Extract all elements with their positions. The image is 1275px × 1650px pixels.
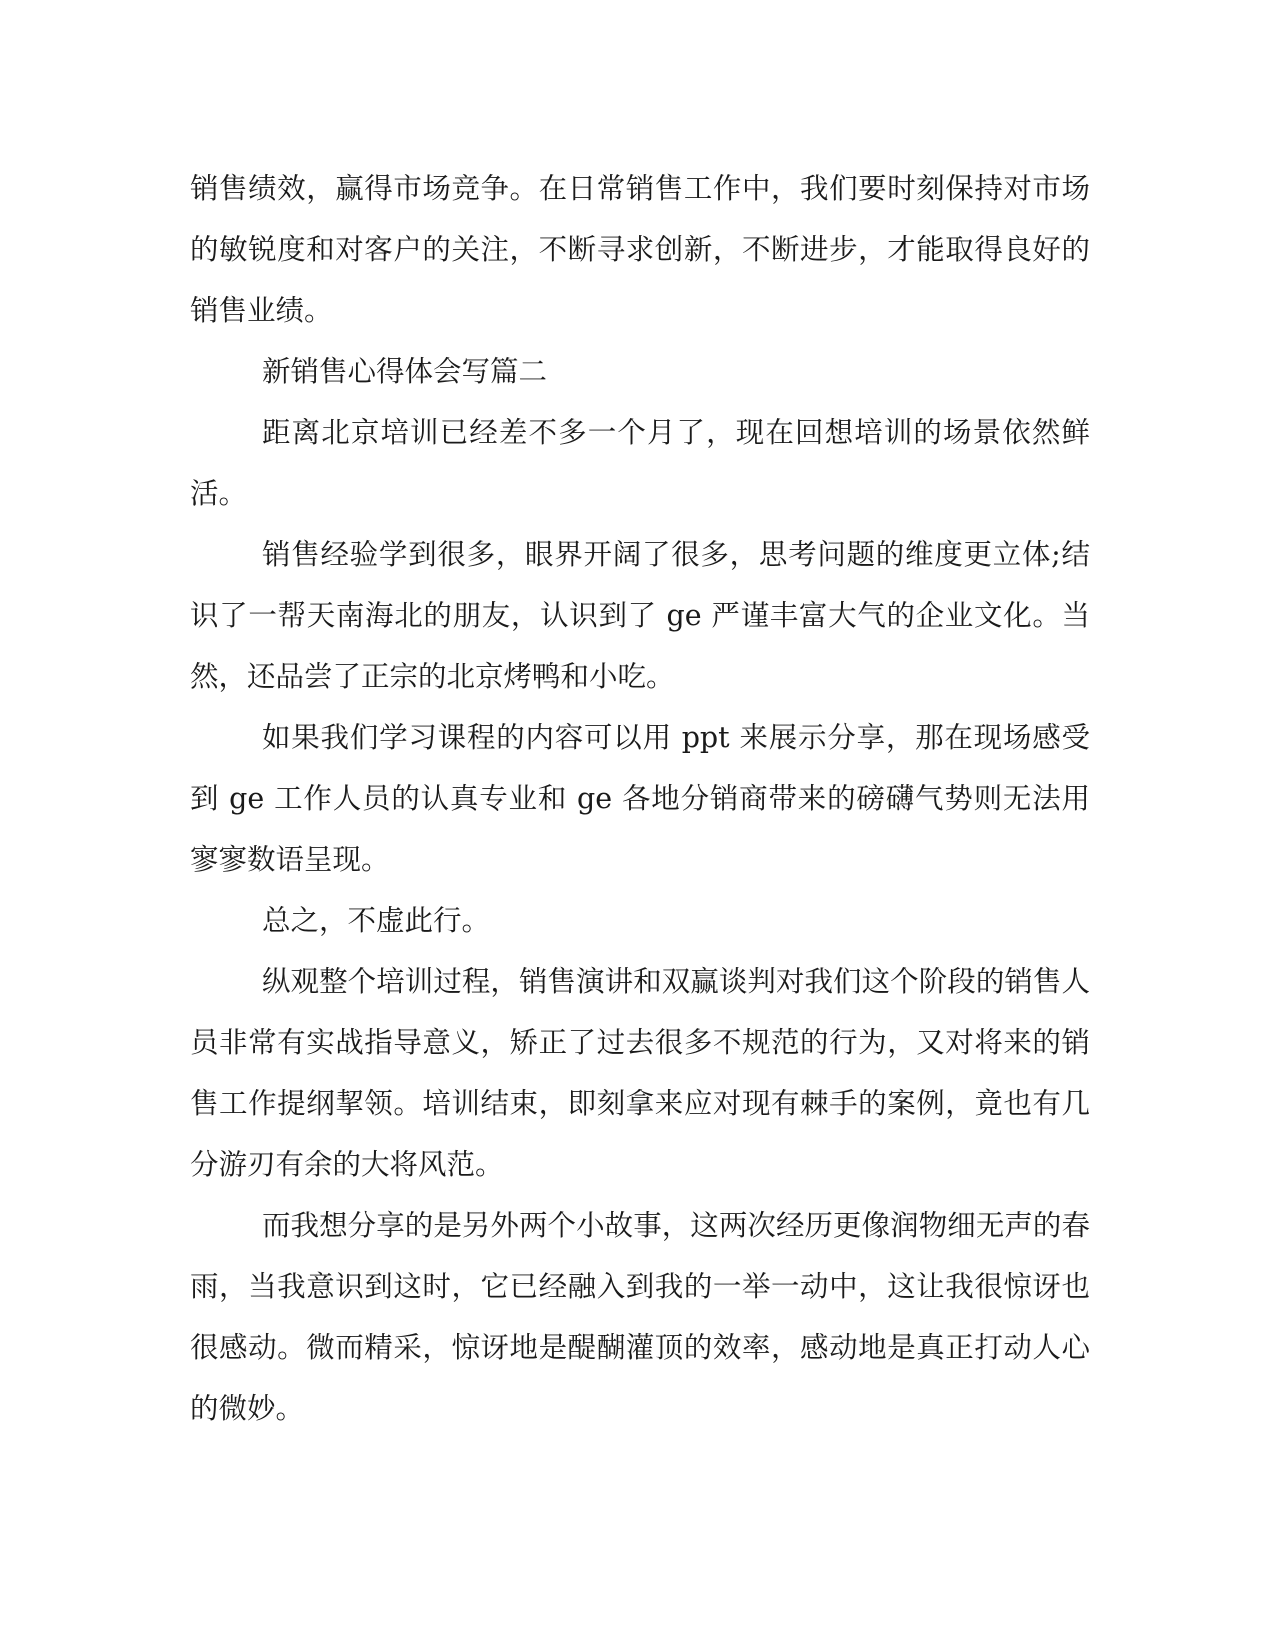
- paragraph-continuation: 销售绩效，赢得市场竞争。在日常销售工作中，我们要时刻保持对市场的敏锐度和对客户的关注，不断寻求创新，不断进步，才能取得良好的销售业绩。: [190, 172, 1090, 327]
- paragraph: 距离北京培训已经差不多一个月了，现在回想培训的场景依然鲜活。: [190, 416, 1090, 510]
- paragraph: 如果我们学习课程的内容可以用 ppt 来展示分享，那在现场感受到 ge 工作人员的认真专业和 ge 各地分销商带来的磅礴气势则无法用寥寥数语呈现。: [190, 721, 1090, 876]
- paragraph: 而我想分享的是另外两个小故事，这两次经历更像润物细无声的春雨，当我意识到这时，它已经融入到我的一举一动中，这让我很惊讶也很感动。微而精采，惊讶地是醍醐灌顶的效率，感动地是真正打动人心的微妙。: [190, 1209, 1090, 1425]
- paragraph: 销售经验学到很多，眼界开阔了很多，思考问题的维度更立体;结识了一帮天南海北的朋友，认识到了 ge 严谨丰富大气的企业文化。当然，还品尝了正宗的北京烤鸭和小吃。: [190, 538, 1090, 693]
- section-heading: 新销售心得体会写篇二: [262, 355, 548, 388]
- paragraph: 纵观整个培训过程，销售演讲和双赢谈判对我们这个阶段的销售人员非常有实战指导意义，矫正了过去很多不规范的行为，又对将来的销售工作提纲挈领。培训结束，即刻拿来应对现有棘手的案例，竟也有几分游刃有余的大将风范。: [190, 965, 1090, 1181]
- document-body: [190, 158, 1090, 1439]
- paragraph: 总之，不虚此行。: [262, 904, 491, 937]
